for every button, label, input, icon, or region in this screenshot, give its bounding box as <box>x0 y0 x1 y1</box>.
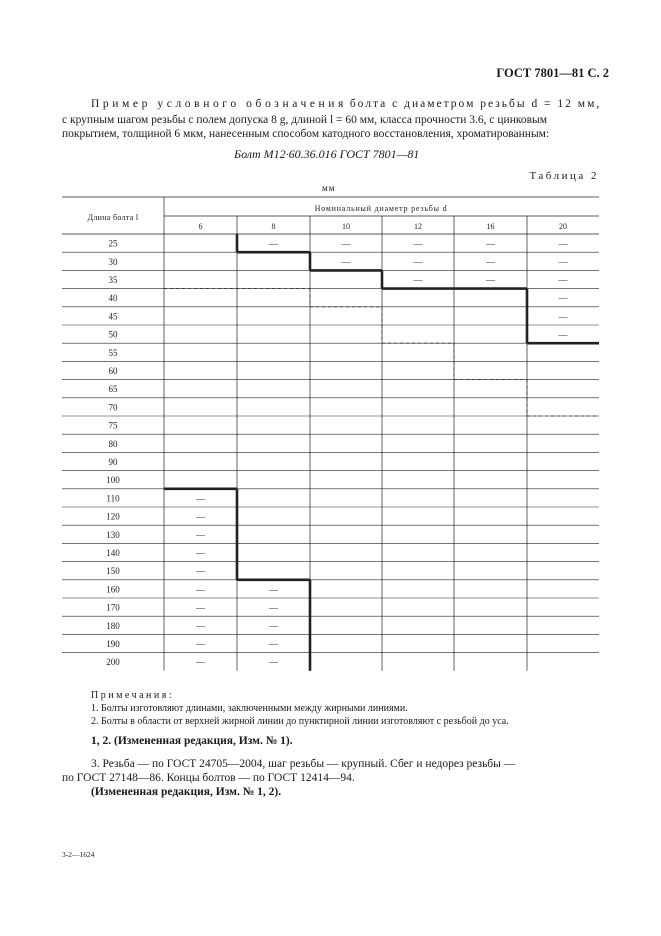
length-value: 45 <box>108 311 118 322</box>
table-cell: — <box>196 548 205 558</box>
example-label: Пример условного обозначения <box>91 98 347 110</box>
length-value: 80 <box>108 438 118 449</box>
diameter-header: 12 <box>414 222 422 231</box>
length-value: 50 <box>108 329 118 340</box>
table-cell: — <box>196 584 205 595</box>
length-value: 140 <box>106 548 120 558</box>
table-cell: — <box>486 238 495 249</box>
amendment-2: (Измененная редакция, Изм. № 1, 2). <box>91 786 282 798</box>
table-cell: — <box>341 238 351 249</box>
table-cell: — <box>486 256 495 267</box>
table-cell: — <box>196 529 205 540</box>
table-cell: — <box>413 256 423 267</box>
length-value: 150 <box>106 566 120 577</box>
length-value: 40 <box>108 293 118 304</box>
diameter-header: 8 <box>271 222 276 231</box>
amendment-1: 1, 2. (Измененная редакция, Изм. № 1). <box>91 735 293 747</box>
table-cell: — <box>196 620 205 631</box>
diameter-header: 16 <box>486 222 495 231</box>
table-cell: — <box>558 329 568 340</box>
length-value: 65 <box>108 384 118 395</box>
para-3-line-2: по ГОСТ 27148—86. Концы болтов — по ГОСТ 12414—94. <box>62 772 355 784</box>
diameter-header: 20 <box>559 222 567 231</box>
notes-title: Примечания: <box>91 690 175 701</box>
example-line-3: покрытием, толщиной 6 мкм, нанесенным способом катодного восстановления, хроматированным: <box>62 128 550 140</box>
table-cell: — <box>269 620 278 631</box>
note-1: 1. Болты изготовляют длинами, заключенными между жирными линиями. <box>91 703 408 714</box>
length-value: 35 <box>108 275 118 285</box>
length-value: 25 <box>108 238 118 249</box>
table-cell: — <box>486 275 495 285</box>
table-cell: — <box>413 238 423 249</box>
length-value: 90 <box>108 457 118 467</box>
length-value: 55 <box>108 347 118 358</box>
diameter-header: 10 <box>342 222 350 231</box>
length-value: 30 <box>108 256 118 267</box>
table-cell: — <box>558 311 568 322</box>
row-header-label: Длина болта l <box>87 213 139 222</box>
length-value: 190 <box>106 639 120 649</box>
print-footer: 3-2—1624 <box>62 850 95 859</box>
table-label: Таблица 2 <box>529 170 599 182</box>
table-cell: — <box>196 657 205 668</box>
table-cell: — <box>558 293 568 304</box>
table-cell: — <box>269 657 278 668</box>
table-cell: — <box>196 511 205 522</box>
length-value: 160 <box>106 584 120 595</box>
table-cell: — <box>558 275 568 285</box>
length-value: 120 <box>106 511 120 522</box>
para-3-line-1: 3. Резьба — по ГОСТ 24705—2004, шаг резьбы — крупный. Сбег и недорез резьбы — <box>91 758 516 770</box>
note-2: 2. Болты в области от верхней жирной линии до пунктирной линии изготовляют с резьбой до уса. <box>91 716 509 727</box>
length-value: 75 <box>108 420 118 431</box>
table-cell: — <box>196 639 205 649</box>
table-cell: — <box>558 238 568 249</box>
length-value: 110 <box>106 493 120 504</box>
table-units: мм <box>322 183 336 193</box>
table-cell: — <box>196 493 205 504</box>
page-header: ГОСТ 7801—81 С. 2 <box>496 66 609 80</box>
table-cell: — <box>269 602 278 613</box>
table-cell: — <box>341 256 351 267</box>
length-value: 60 <box>108 366 118 376</box>
table-cell: — <box>269 639 278 649</box>
col-group-header-label: Номинальный диаметр резьбы d <box>314 204 448 213</box>
length-value: 180 <box>106 620 120 631</box>
table-cell: — <box>196 566 205 577</box>
table-cell: — <box>269 584 278 595</box>
example-line-2: с крупным шагом резьбы с полем допуска 8 g, длиной l = 60 мм, класса прочности 3.6, с цинковым <box>62 114 548 126</box>
length-value: 200 <box>106 657 120 668</box>
table-cell: — <box>558 256 568 267</box>
table-cell: — <box>269 238 278 249</box>
table-cell: — <box>196 602 205 613</box>
length-value: 70 <box>108 402 118 413</box>
diameter-header: 6 <box>198 222 203 231</box>
length-value: 130 <box>106 529 120 540</box>
length-value: 170 <box>106 602 120 613</box>
example-line-1-rest: болта с диаметром резьбы d = 12 мм, <box>349 98 602 110</box>
bolt-designation: Болт М12·60.36.016 ГОСТ 7801—81 <box>234 147 420 161</box>
length-value: 100 <box>106 475 120 486</box>
table-cell: — <box>413 275 423 285</box>
